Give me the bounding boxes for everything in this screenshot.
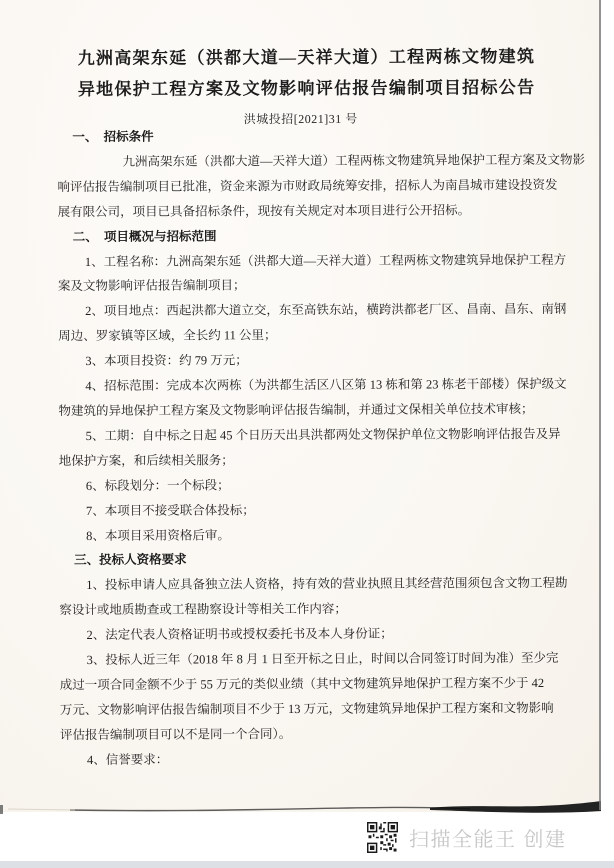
paragraph-line: 物建筑的异地保护工程方案及文物影响评估报告编制，并通过文保相关单位技术审核； xyxy=(58,401,534,419)
paragraph-line: 1、投标申请人应具备独立法人资格，持有效的营业执照且其经营范围须包含文物工程勘 xyxy=(86,576,568,593)
paragraph-line: 万元、文物影响评估报告编制项目不少于 13 万元，文物建筑异地保护工程方案和文物影响 xyxy=(59,700,554,717)
paragraph xyxy=(57,148,601,225)
document-body xyxy=(57,123,604,773)
page-left-edge-mark xyxy=(0,805,3,814)
paragraph xyxy=(59,521,603,548)
paragraph-line: 3、投标人近三年（2018 年 8 月 1 日至开标之日止，时间以合同签订时间为准）至少完 xyxy=(86,650,559,667)
paragraph xyxy=(58,297,602,349)
paragraph-line: 响评估报告编制项目已批准，资金来源为市财政局统筹安排，招标人为南昌城市建设投资发 xyxy=(57,177,558,194)
document-title-line2: 异地保护工程方案及文物影响评估报告编制项目招标公告 xyxy=(77,77,536,99)
paragraph xyxy=(58,347,602,374)
paragraph-line: 周边、罗家镇等区域，全长约 11 公里； xyxy=(58,328,277,344)
camscanner-watermark xyxy=(367,820,567,854)
document-title xyxy=(0,41,601,106)
paragraph-line: 地保护方案，和后续相关服务； xyxy=(58,453,234,468)
paragraph-line: 7、本项目不接受联合体投标； xyxy=(85,502,255,518)
section-heading: 一、 招标条件 xyxy=(72,129,154,144)
paragraph-line: 察设计或地质勘查或工程勘察设计等相关工作内容； xyxy=(59,602,347,618)
paragraph-line: 2、项目地点：西起洪都大道立交，东至高铁东站，横跨洪都老厂区、昌南、昌东、南钢 xyxy=(85,302,567,319)
paragraph xyxy=(60,745,604,772)
paragraph-line: 案及文物影响评估报告编制项目； xyxy=(57,278,246,294)
paragraph-line: 8、本项目采用资格后审。 xyxy=(86,527,230,543)
watermark-text: 扫描全能王 创建 xyxy=(409,828,567,851)
paragraph-line: 4、信誉要求： xyxy=(87,752,169,767)
paragraph-line: 4、招标范围：完成本次两栋（为洪都生活区八区第 13 栋和第 23 栋老干部楼）保护级文 xyxy=(85,376,567,394)
bottom-gray-strip xyxy=(0,861,614,868)
paragraph xyxy=(59,571,603,623)
paragraph-line: 2、法定代表人资格证明书或授权委托书及本人身份证； xyxy=(86,626,393,643)
document-number: 洪城投招[2021]31 号 xyxy=(243,111,358,127)
page-bottom-edge-shadow xyxy=(0,798,601,816)
paragraph xyxy=(59,422,603,474)
paragraph xyxy=(58,372,602,424)
paragraph-line: 1、工程名称：九洲高架东延（洪都大道—天祥大道）工程两栋文物建筑异地保护工程方 xyxy=(84,252,567,269)
document-title-line1: 九洲高架东延（洪都大道—天祥大道）工程两栋文物建筑 xyxy=(77,46,536,68)
paragraph xyxy=(59,496,603,523)
section-heading: 三、投标人资格要求 xyxy=(74,552,187,568)
paragraph-line: 成过一项合同金额不少于 55 万元的类似业绩（其中文物建筑异地保护工程方案不少于 42 xyxy=(59,675,545,692)
paragraph-line: 6、标段划分：一个标段； xyxy=(85,478,230,493)
paragraph-line: 九洲高架东延（洪都大道—天祥大道）工程两栋文物建筑异地保护工程方案及文物影 xyxy=(122,152,585,169)
paragraph-line: 3、本项目投资：约 79 万元； xyxy=(85,353,248,369)
section-heading: 二、 项目概况与招标范围 xyxy=(72,228,217,244)
paragraph-line: 展有限公司，项目已具备招标条件，现按有关规定对本项目进行公开招标。 xyxy=(57,202,471,219)
paragraph xyxy=(60,646,604,748)
paragraph xyxy=(58,247,602,299)
paragraph-line: 5、工期：自中标之日起 45 个日历天出具洪都两处文物保护单位文物影响评估报告及异 xyxy=(85,426,561,443)
paragraph xyxy=(59,621,603,648)
paragraph-line: 评估报告编制项目可以不是同一个合同）。 xyxy=(59,726,292,742)
paragraph xyxy=(59,471,603,498)
page-right-edge-line xyxy=(599,0,601,810)
qr-code-icon xyxy=(367,822,398,853)
